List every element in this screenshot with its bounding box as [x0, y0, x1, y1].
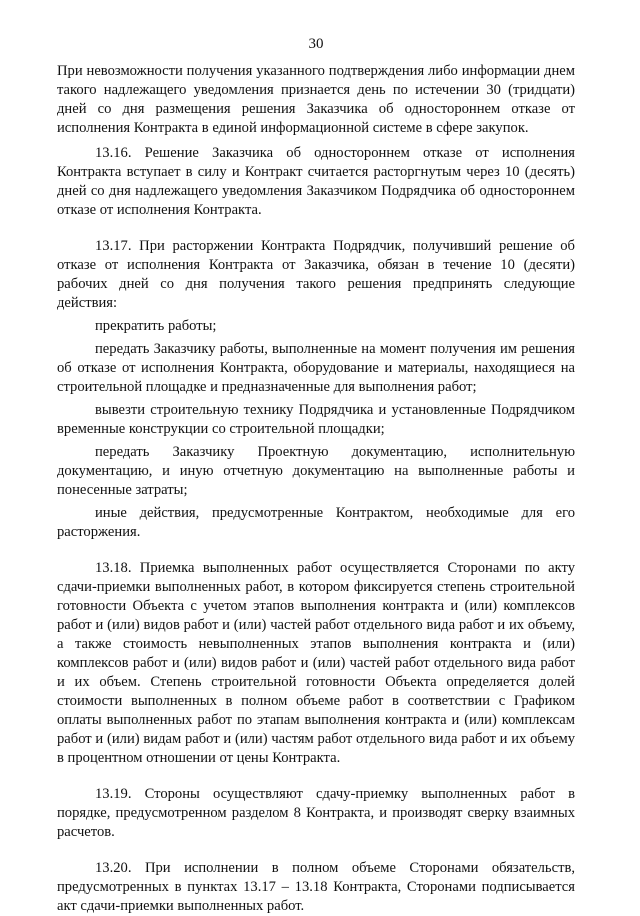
paragraph-13-19: 13.19. Стороны осуществляют сдачу-приемку выполненных работ в порядке, предусмотренном разделом 8 Контракта, и производят сверку взаимных расчетов. — [57, 786, 575, 840]
list-item-transfer-works: передать Заказчику работы, выполненные на момент получения им решения об отказе от исполнения Контракта, оборудование и материалы, находящиеся на строительной площадке и предназначенные для выполнения работ; — [57, 341, 575, 395]
paragraph-13-20: 13.20. При исполнении в полном объеме Сторонами обязательств, предусмотренных в пунктах 13.17 – 13.18 Контракта, Сторонами подписывается акт сдачи-приемки выполненных работ. — [57, 860, 575, 914]
paragraph-13-18: 13.18. Приемка выполненных работ осуществляется Сторонами по акту сдачи-приемки выполненных работ, в котором фиксируется степень строительной готовности Объекта с учетом этапов выполнения контракта и (или) комплексов работ и (или) видов работ и (или) частей работ отдельного вида работ и их объему, а также стоимость невыполненных этапов выполнения контракта и (или) комплексов работ и (или) видов работ и (или) частей работ отдельного вида работ и их объем. Степень строительной готовности Объекта определяется долей стоимости выполненных в полном объеме работ в соответствии с Графиком оплаты выполненных работ по этапам выполнения контракта и (или) комплексам работ и (или) видам работ и (или) частям работ отдельного вида работ и их объему в процентном отношении от цены Контракта. — [57, 560, 575, 766]
page-number: 30 — [308, 36, 324, 52]
list-item-stop-work: прекратить работы; — [95, 318, 217, 334]
list-item-remove-equipment: вывезти строительную технику Подрядчика и установленные Подрядчиком временные конструкции со строительной площадки; — [57, 402, 575, 437]
document-page — [57, 34, 575, 916]
paragraph-13-16: 13.16. Решение Заказчика об одностороннем отказе от исполнения Контракта вступает в силу и Контракт считается расторгнутым через 10 (десять) дней со дня надлежащего уведомления Заказчиком Подрядчика об одностороннем отказе от исполнения Контракта. — [57, 145, 575, 218]
list-item-transfer-documentation: передать Заказчику Проектную документацию, исполнительную документацию, и иную отчетную документацию на выполненные работы и понесенные затраты; — [57, 444, 575, 498]
paragraph-notification-date: При невозможности получения указанного подтверждения либо информации днем такого надлежащего уведомления признается день по истечении 30 (тридцати) дней со дня размещения решения Заказчика об одностороннем отказе от исполнения Контракта в единой информационной системе в сфере закупок. — [57, 63, 575, 136]
list-item-other-actions: иные действия, предусмотренные Контрактом, необходимые для его расторжения. — [57, 505, 575, 540]
paragraph-13-17: 13.17. При расторжении Контракта Подрядчик, получивший решение об отказе от исполнения Контракта от Заказчика, обязан в течение 10 (десяти) рабочих дней со дня получения такого решения предпринять следующие действия: — [57, 238, 575, 311]
